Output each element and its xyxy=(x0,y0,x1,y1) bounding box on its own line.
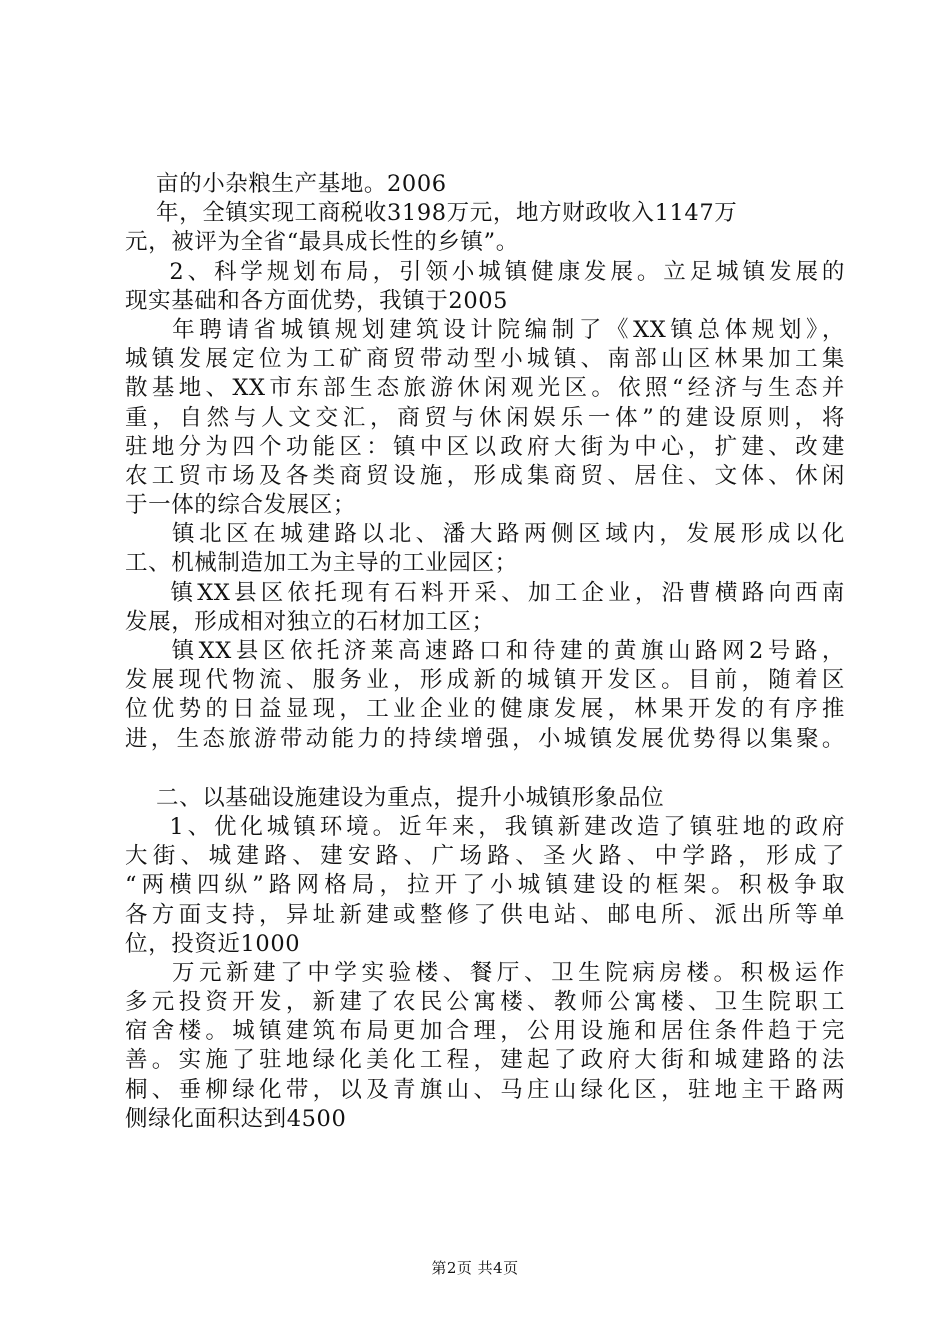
document-body xyxy=(125,170,845,1134)
text-line: 善。实施了驻地绿化美化工程，建起了政府大街和城建路的法 xyxy=(125,1047,845,1074)
text-line: 二、以基础设施建设为重点，提升小城镇形象品位 xyxy=(125,784,665,811)
text-line: 元，被评为全省“最具成长性的乡镇”。 xyxy=(125,229,519,256)
blank-line xyxy=(125,754,845,784)
text-line: 宿舍楼。城镇建筑布局更加合理，公用设施和居住条件趋于完 xyxy=(125,1018,845,1045)
text-line: 万元新建了中学实验楼、餐厅、卫生院病房楼。积极运作 xyxy=(125,959,845,986)
text-line: 发展，形成相对独立的石材加工区； xyxy=(125,608,495,635)
text-line: 进，生态旅游带动能力的持续增强，小城镇发展优势得以集聚。 xyxy=(125,725,845,752)
text-line: 镇XX县区依托济莱高速路口和待建的黄旗山路网2号路， xyxy=(125,638,845,664)
text-line: 年，全镇实现工商税收3198万元，地方财政收入1147万 xyxy=(125,200,738,227)
text-line: 侧绿化面积达到4500 xyxy=(125,1105,347,1132)
text-line: “两横四纵”路网格局，拉开了小城镇建设的框架。积极争取 xyxy=(125,872,845,899)
text-line: 年聘请省城镇规划建筑设计院编制了《XX镇总体规划》， xyxy=(125,316,845,343)
text-line: 重，自然与人文交汇，商贸与休闲娱乐一体”的建设原则，将 xyxy=(125,404,845,431)
text-line: 各方面支持，异址新建或整修了供电站、邮电所、派出所等单 xyxy=(125,901,845,928)
text-line: 桐、垂柳绿化带，以及青旗山、马庄山绿化区，驻地主干路两 xyxy=(125,1076,845,1103)
text-line: 亩的小杂粮生产基地。2006 xyxy=(125,171,447,197)
text-line: 位优势的日益显现，工业企业的健康发展，林果开发的有序推 xyxy=(125,696,845,723)
text-line: 工、机械制造加工为主导的工业园区； xyxy=(125,550,518,577)
text-line: 于一体的综合发展区； xyxy=(125,492,357,519)
text-line: 大街、城建路、建安路、广场路、圣火路、中学路，形成了 xyxy=(125,843,845,870)
text-line: 位，投资近1000 xyxy=(125,930,301,957)
text-line: 镇北区在城建路以北、潘大路两侧区域内，发展形成以化 xyxy=(125,521,845,548)
text-line: 驻地分为四个功能区：镇中区以政府大街为中心，扩建、改建 xyxy=(125,433,845,460)
text-line: 多元投资开发，新建了农民公寓楼、教师公寓楼、卫生院职工 xyxy=(125,989,845,1016)
text-line: 2、科学规划布局，引领小城镇健康发展。立足城镇发展的 xyxy=(125,258,845,285)
text-line: 现实基础和各方面优势，我镇于2005 xyxy=(125,287,509,314)
text-line: 农工贸市场及各类商贸设施，形成集商贸、居住、文体、休闲 xyxy=(125,462,845,489)
text-line: 1、优化城镇环境。近年来，我镇新建改造了镇驻地的政府 xyxy=(125,813,845,840)
text-line: 发展现代物流、服务业，形成新的城镇开发区。目前，随着区 xyxy=(125,667,845,694)
text-line: 城镇发展定位为工矿商贸带动型小城镇、南部山区林果加工集 xyxy=(125,346,845,373)
text-line: 镇XX县区依托现有石料开采、加工企业，沿曹横路向西南 xyxy=(125,579,845,606)
page-footer: 第2页 共4页 xyxy=(431,1259,519,1277)
text-line: 散基地、XX市东部生态旅游休闲观光区。依照“经济与生态并 xyxy=(125,375,845,402)
